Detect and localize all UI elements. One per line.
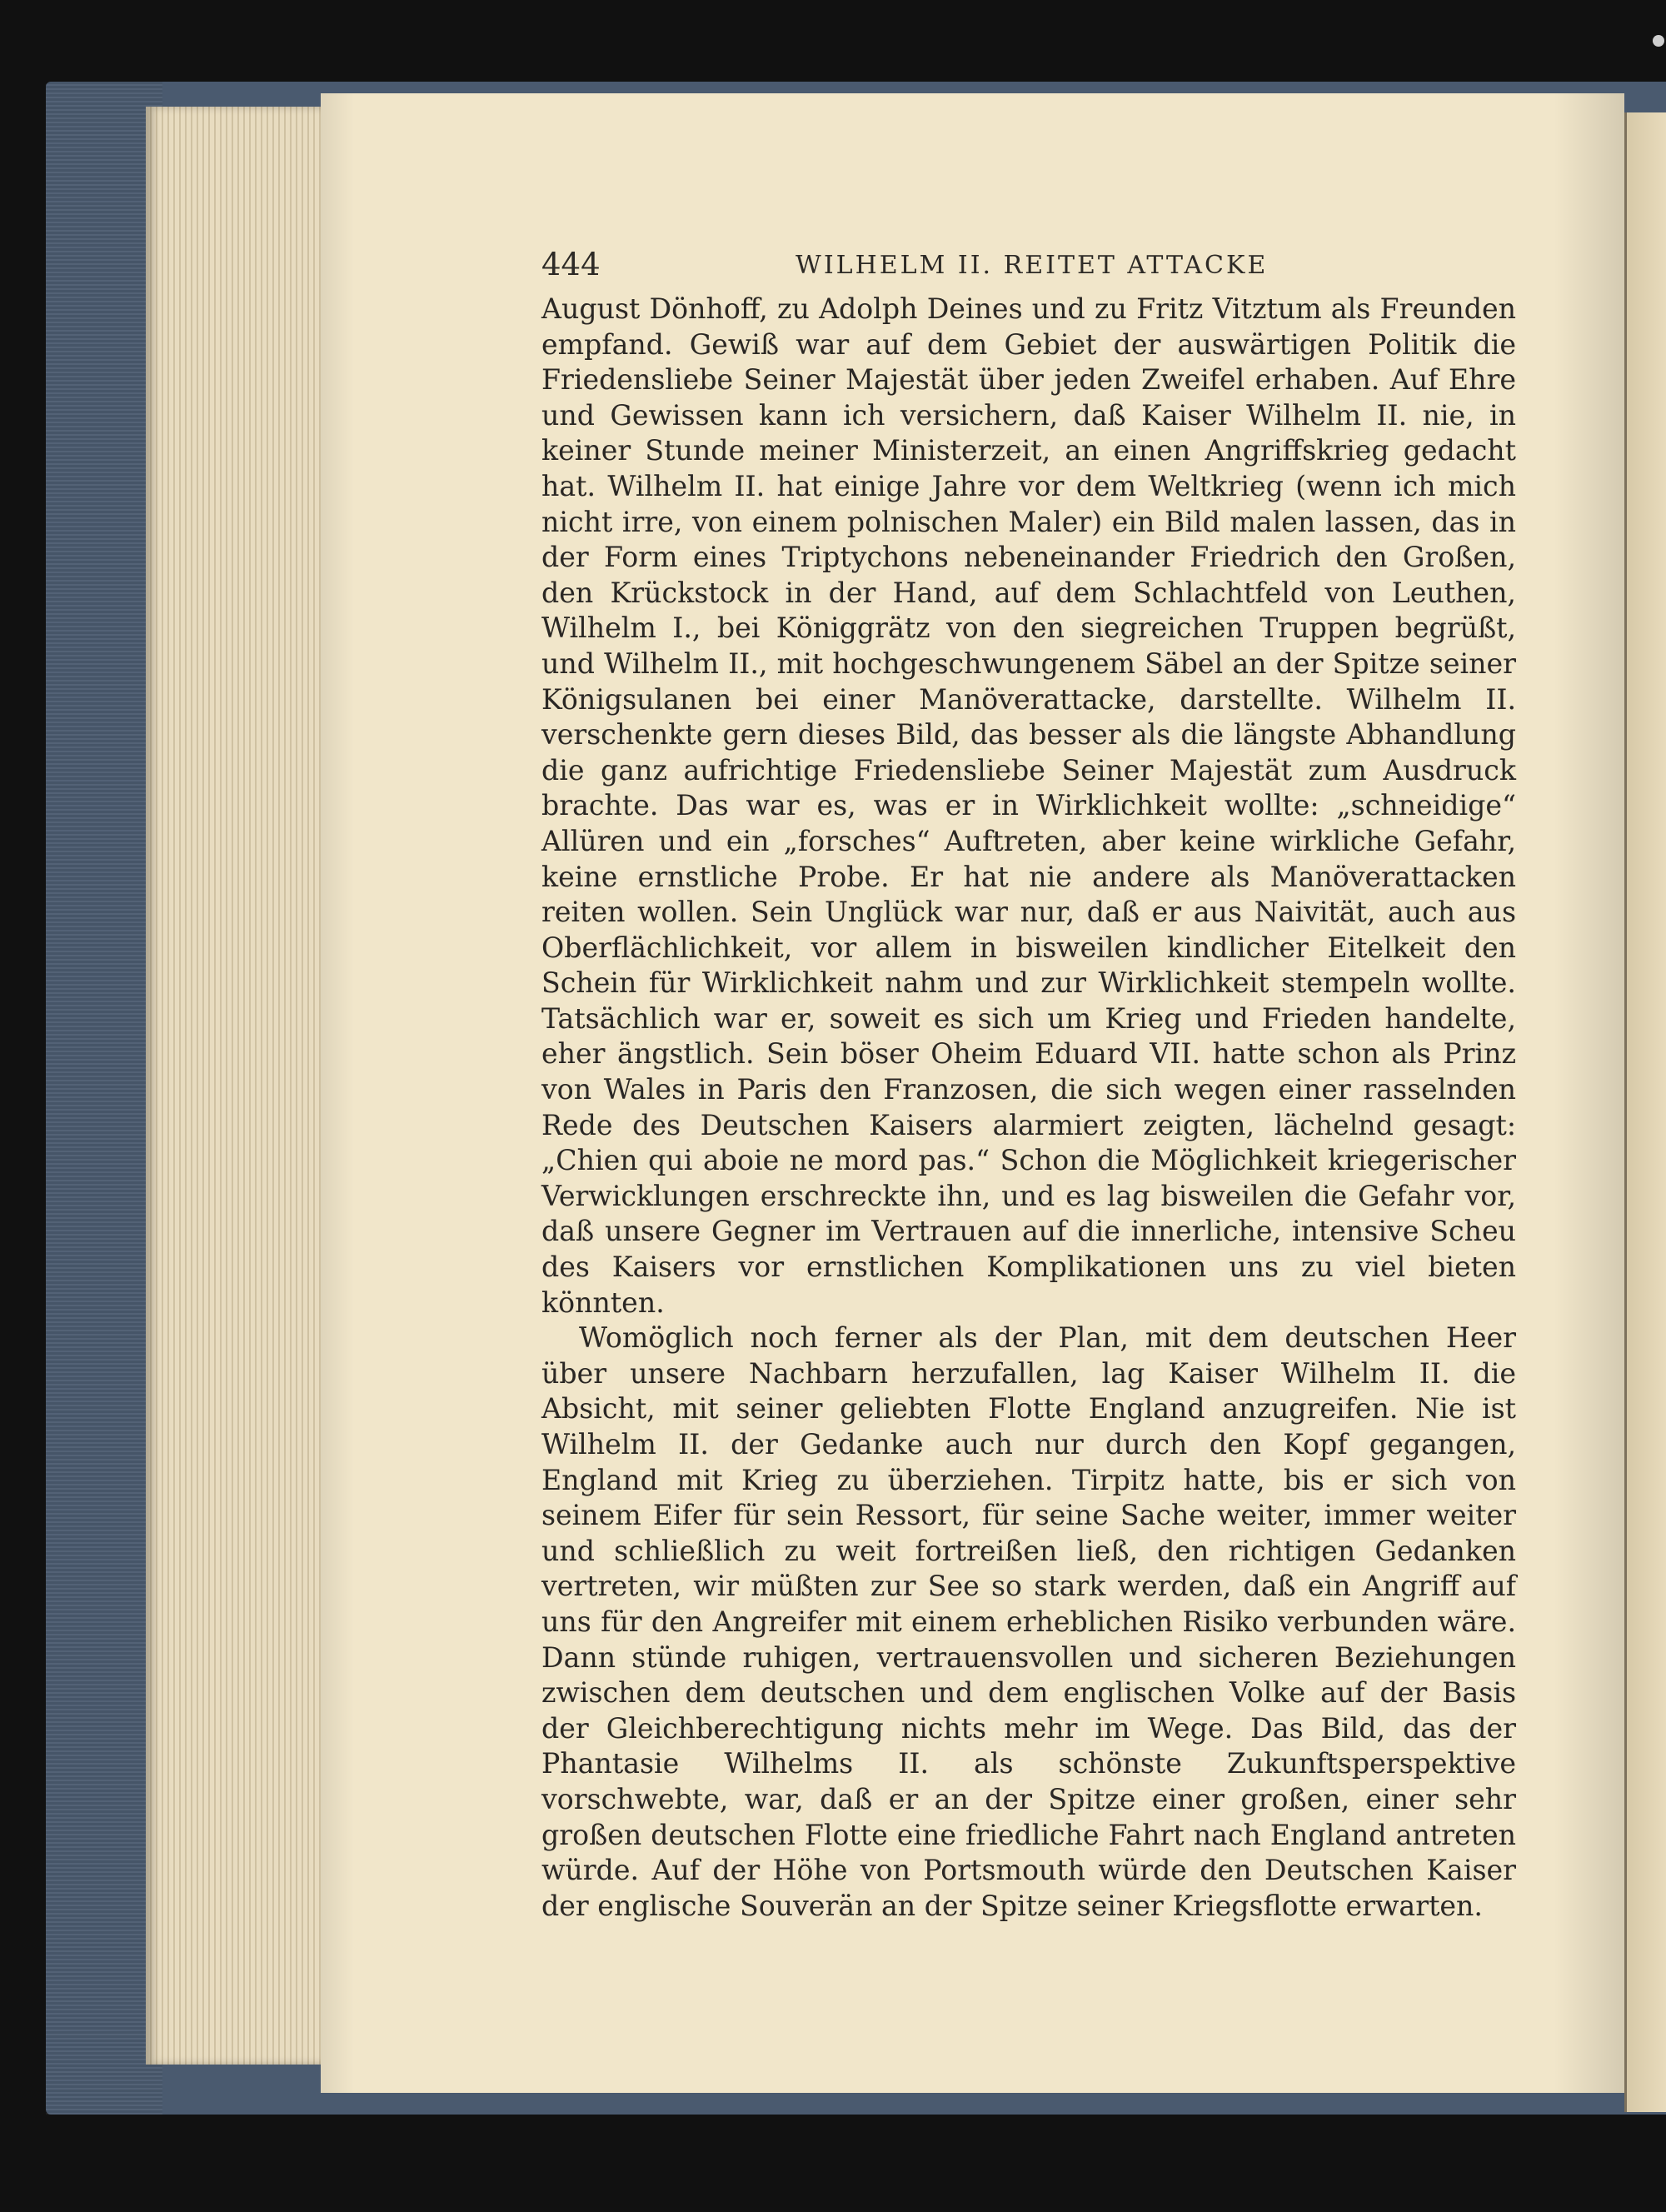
running-head: WILHELM II. REITET ATTACKE (796, 251, 1269, 280)
scan-marker-dot (1653, 35, 1664, 47)
facing-page-edge (1624, 112, 1666, 2112)
paragraph-2: Womöglich noch ferner als der Plan, mit dem deutschen Heer über unsere Nachbarn herzufallen, lag Kaiser Wilhelm II. die Absicht, mit seiner geliebten Flotte England anzugreifen. Nie ist Wilhelm II. der Gedanke auch nur durch den Kopf gegangen, England mit Krieg zu überziehen. Tirpitz hatte, bis er sich von seinem Eifer für sein Ressort, für seine Sache weiter, immer weiter und schließlich zu weit fortreißen ließ, den richtigen Gedanken vertreten, wir müßten zur See so stark werden, daß ein Angriff auf uns für den Angreifer mit einem erheblichen Risiko verbunden wäre. Dann stünde ruhigen, vertrauensvollen und sicheren Beziehungen zwischen dem deutschen und dem englischen Volke auf der Basis der Gleichberechtigung nichts mehr im Wege. Das Bild, das der Phantasie Wilhelms II. als schönste Zukunftsperspektive vorschwebte, war, daß er an der Spitze einer großen, einer sehr großen deutschen Flotte eine friedliche Fahrt nach England antreten würde. Auf der Höhe von Portsmouth würde den Deutschen Kaiser der englische Souverän an der Spitze seiner Kriegsflotte erwarten. (541, 1321, 1516, 1922)
cover-spine-texture (46, 82, 162, 2115)
page-number: 444 (541, 247, 601, 282)
page-stack (146, 107, 337, 2065)
page-header (541, 247, 1516, 288)
paragraph-1: August Dönhoff, zu Adolph Deines und zu Fritz Vitztum als Freunden empfand. Gewiß war auf dem Gebiet der auswärtigen Politik die Friedensliebe Seiner Majestät über jeden Zweifel erhaben. Auf Ehre und Gewissen kann ich versichern, daß Kaiser Wilhelm II. nie, in keiner Stunde meiner Ministerzeit, an einen Angriffskrieg gedacht hat. Wilhelm II. hat einige Jahre vor dem Weltkrieg (wenn ich mich nicht irre, von einem polnischen Maler) ein Bild malen lassen, das in der Form eines Triptychons nebeneinander Friedrich den Großen, den Krückstock in der Hand, auf dem Schlachtfeld von Leuthen, Wilhelm I., bei Königgrätz von den siegreichen Truppen begrüßt, und Wilhelm II., mit hochgeschwungenem Säbel an der Spitze seiner Königsulanen bei einer Manöverattacke, darstellte. Wilhelm II. verschenkte gern dieses Bild, das besser als die längste Abhandlung die ganz aufrichtige Friedensliebe Seiner Majestät zum Ausdruck brachte. Das war es, was er in Wirklichkeit wollte: „schneidige“ Allüren und ein „forsches“ Auftreten, aber keine wirkliche Gefahr, keine ernstliche Probe. Er hat nie andere als Manöverattacken reiten wollen. Sein Unglück war nur, daß er aus Naivität, auch aus Oberflächlichkeit, vor allem in bisweilen kindlicher Eitelkeit den Schein für Wirklichkeit nahm und zur Wirklichkeit stempeln wollte. Tatsächlich war er, soweit es sich um Krieg und Frieden handelte, eher ängstlich. Sein böser Oheim Eduard VII. hatte schon als Prinz von Wales in Paris den Franzosen, die sich wegen einer rasselnden Rede des Deutschen Kaisers alarmiert zeigten, lächelnd gesagt: „Chien qui aboie ne mord pas.“ Schon die Möglichkeit kriegerischer Verwicklungen erschreckte ihn, und es lag bisweilen die Gefahr vor, daß unsere Gegner im Vertrauen auf die innerliche, intensive Scheu des Kaisers vor ernstlichen Komplikationen uns zu viel bieten könnten. (541, 292, 1516, 1319)
page-text (541, 292, 1516, 1924)
